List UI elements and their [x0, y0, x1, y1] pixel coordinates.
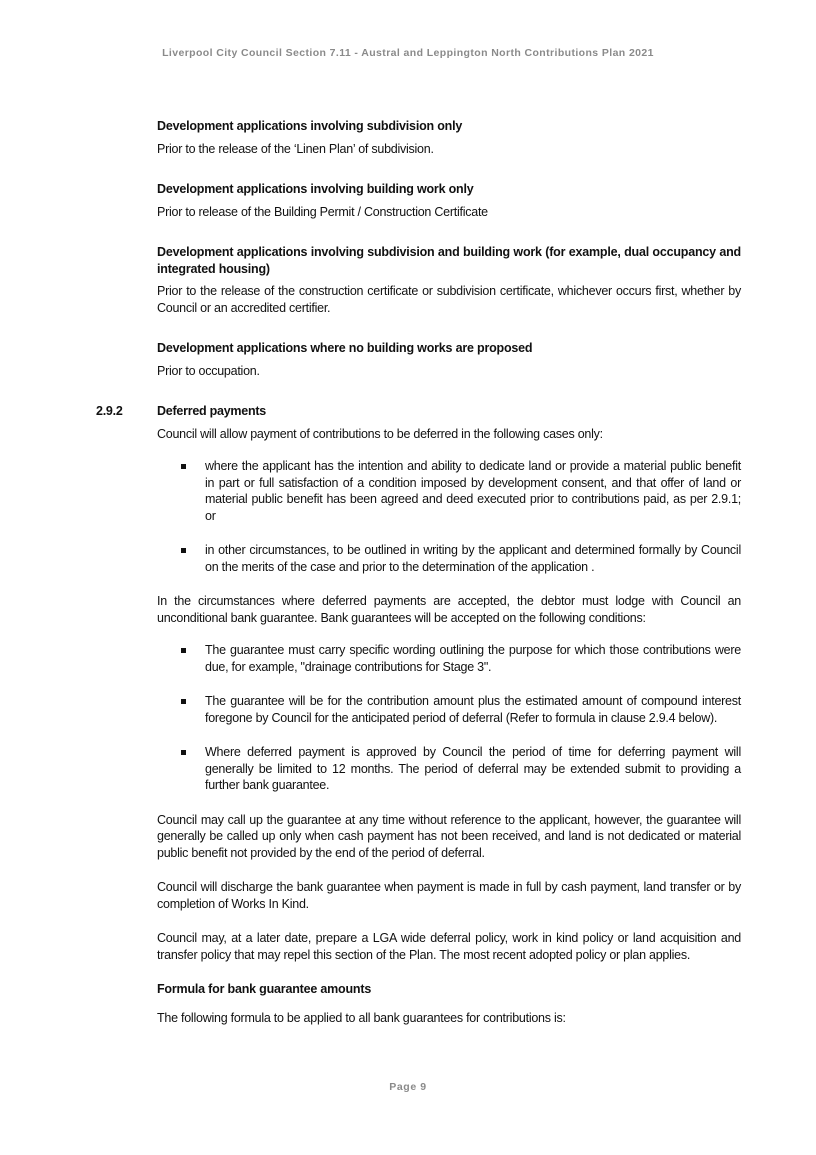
deferral-cases-list: [157, 458, 741, 575]
list-item-text: The guarantee must carry specific wording outlining the purpose for which those contributions were due, for example, "drainage contributions for Stage 3".: [205, 643, 741, 674]
paragraph-bank-guarantee: In the circumstances where deferred payments are accepted, the debtor must lodge with Council an unconditional bank guarantee. Bank guarantees will be accepted on the following conditions:: [157, 594, 741, 625]
formula-heading: Formula for bank guarantee amounts: [157, 982, 372, 996]
list-item-text: Where deferred payment is approved by Council the period of time for deferring payment will generally be limited to 12 months. The period of deferral may be extended submit to providing a further bank guarantee.: [205, 745, 741, 792]
paragraph-discharge: Council will discharge the bank guarantee when payment is made in full by cash payment, land transfer or by completion of Works In Kind.: [157, 880, 741, 911]
formula-text: The following formula to be applied to all bank guarantees for contributions is:: [157, 1010, 566, 1025]
section-intro: Council will allow payment of contributions to be deferred in the following cases only:: [157, 426, 603, 441]
list-item: [205, 542, 741, 575]
page-number: Page 9: [389, 1081, 427, 1093]
bullet-icon: [181, 699, 186, 704]
document-body: [96, 118, 741, 1050]
block-text: Prior to the release of the construction certificate or subdivision certificate, whichever occurs first, whether by Council or an accredited certifier.: [157, 284, 741, 315]
bullet-icon: [181, 464, 186, 469]
list-item: [205, 693, 741, 726]
block-heading: Development applications involving subdivision and building work (for example, dual occupancy and integrated housing): [157, 245, 741, 276]
block-heading: Development applications involving building work only: [157, 182, 474, 196]
list-item: [205, 458, 741, 524]
bullet-icon: [181, 750, 186, 755]
block-building-work-only: [157, 181, 741, 220]
section-number: 2.9.2: [96, 404, 123, 418]
block-subdivision-only: [157, 118, 741, 157]
block-no-building-works: [157, 340, 741, 379]
bullet-icon: [181, 648, 186, 653]
paragraph-call-up: Council may call up the guarantee at any time without reference to the applicant, however, the guarantee will generally be called up only when cash payment has not been received, and land is not dedicated or material public benefit not provided by the end of the period of deferral.: [157, 812, 741, 860]
list-item-text: in other circumstances, to be outlined in writing by the applicant and determined formally by Council on the merits of the case and prior to the determination of the application .: [205, 543, 741, 574]
section-title: Deferred payments: [157, 404, 266, 418]
block-subdivision-and-building: [157, 244, 741, 316]
list-item: [205, 744, 741, 794]
page-header: Liverpool City Council Section 7.11 - Austral and Leppington North Contributions Plan 2021: [162, 47, 654, 59]
list-item-text: where the applicant has the intention and ability to dedicate land or provide a material public benefit in part or full satisfaction of a condition imposed by development consent, and that offer of land or material public benefit has been agreed and deed executed prior to contributions paid, as per 2.9.1; or: [205, 459, 741, 523]
guarantee-conditions-list: [157, 642, 741, 794]
block-text: Prior to the release of the ‘Linen Plan’ of subdivision.: [157, 141, 434, 156]
list-item-text: The guarantee will be for the contribution amount plus the estimated amount of compound interest foregone by Council for the anticipated period of deferral (Refer to formula in clause 2.9.4 below).: [205, 694, 741, 725]
block-text: Prior to release of the Building Permit / Construction Certificate: [157, 204, 488, 219]
block-heading: Development applications where no building works are proposed: [157, 341, 533, 355]
section-heading: [96, 403, 741, 420]
block-heading: Development applications involving subdivision only: [157, 119, 463, 133]
bullet-icon: [181, 548, 186, 553]
list-item: [205, 642, 741, 675]
paragraph-policy: Council may, at a later date, prepare a LGA wide deferral policy, work in kind policy or land acquisition and transfer policy that may repel this section of the Plan. The most recent adopted policy or plan applies.: [157, 931, 741, 962]
block-text: Prior to occupation.: [157, 363, 260, 378]
